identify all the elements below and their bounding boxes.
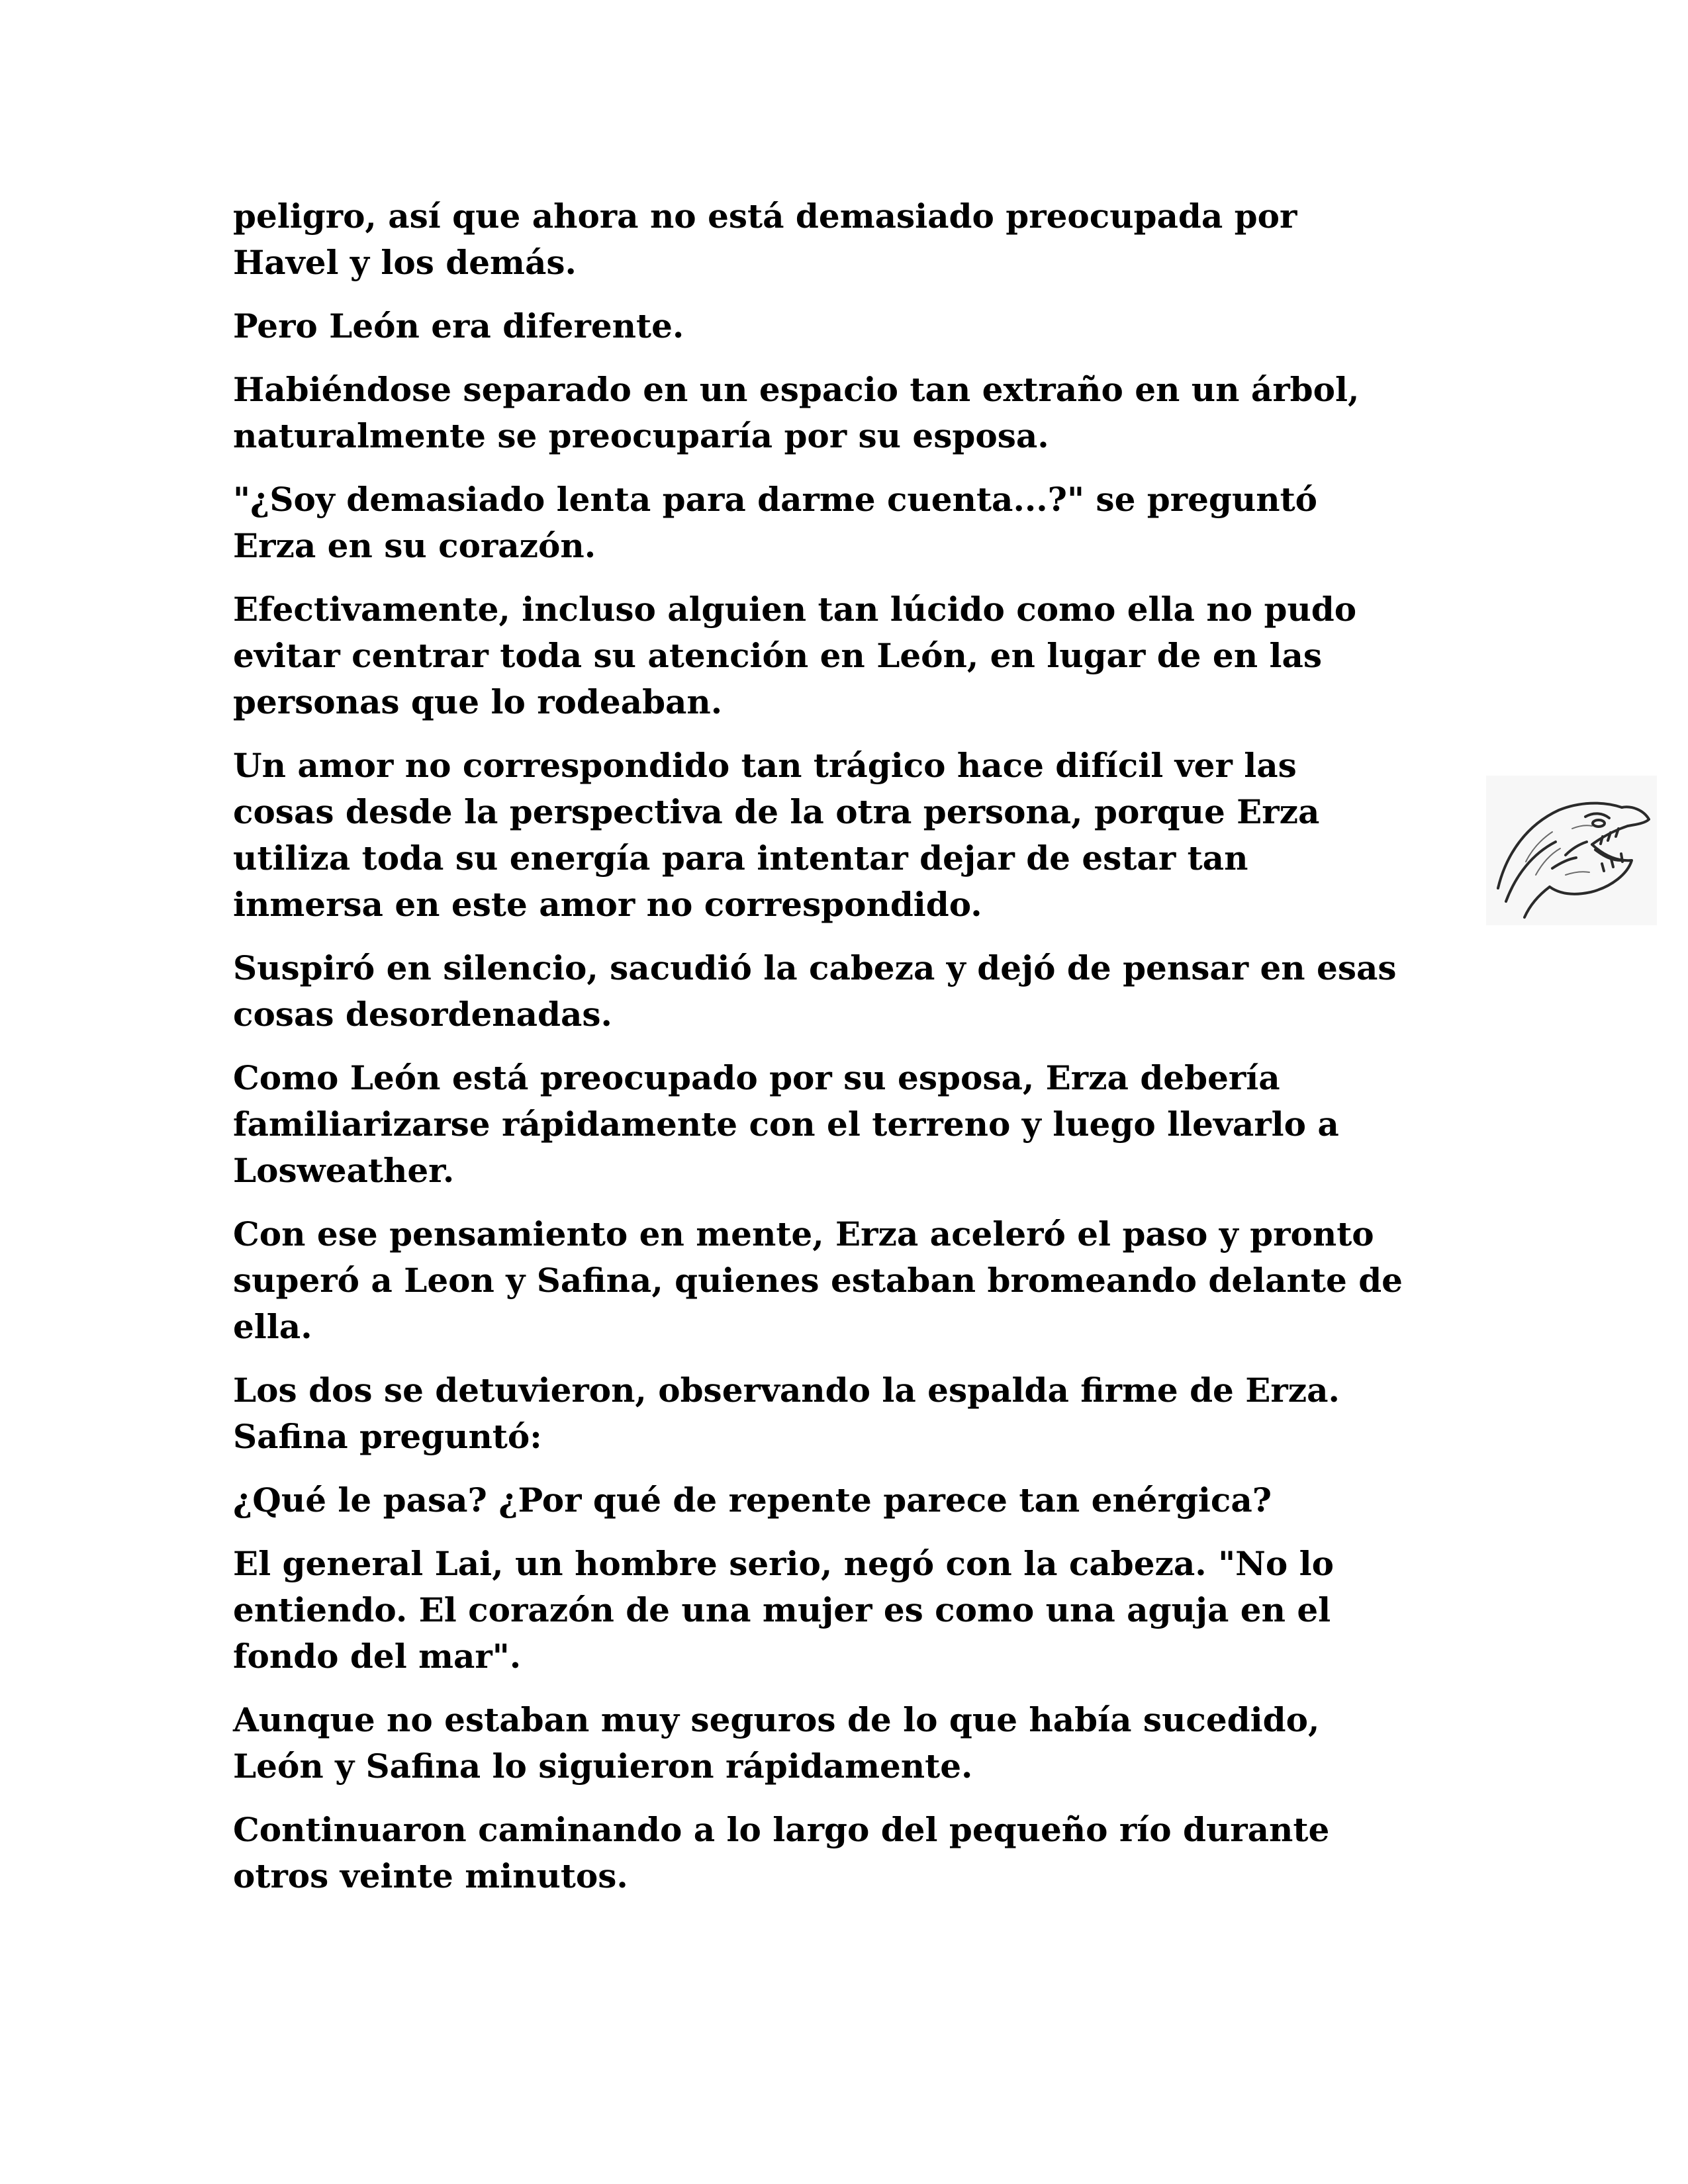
dinosaur-head-icon — [1486, 776, 1657, 925]
paragraph — [233, 193, 1458, 286]
text-line: entiendo. El corazón de una mujer es como una aguja en el — [233, 1590, 1331, 1629]
text-line: fondo del mar". — [233, 1637, 522, 1676]
text-line: "¿Soy demasiado lenta para darme cuenta...?" se preguntó — [233, 480, 1318, 519]
text-line: ella. — [233, 1307, 312, 1346]
text-line: naturalmente se preocuparía por su esposa. — [233, 416, 1049, 455]
paragraph — [233, 1477, 1458, 1524]
text-line: Habiéndose separado en un espacio tan extraño en un árbol, — [233, 370, 1360, 409]
text-line: ¿Qué le pasa? ¿Por qué de repente parece tan enérgica? — [233, 1480, 1272, 1520]
text-line: peligro, así que ahora no está demasiado preocupada por — [233, 197, 1297, 236]
paragraph — [233, 1211, 1458, 1350]
text-line: León y Safina lo siguieron rápidamente. — [233, 1747, 973, 1786]
text-line: Los dos se detuvieron, observando la espalda firme de Erza. — [233, 1371, 1340, 1410]
text-line: otros veinte minutos. — [233, 1856, 628, 1895]
text-line: inmersa en este amor no correspondido. — [233, 885, 982, 924]
paragraph — [233, 743, 1458, 928]
text-line: Losweather. — [233, 1151, 455, 1190]
paragraph — [233, 586, 1458, 725]
text-line: cosas desordenadas. — [233, 995, 612, 1034]
paragraph — [233, 477, 1458, 569]
body-text — [233, 193, 1458, 1917]
text-line: Safina preguntó: — [233, 1417, 542, 1456]
text-line: Un amor no correspondido tan trágico hace difícil ver las — [233, 746, 1297, 785]
paragraph — [233, 945, 1458, 1038]
paragraph — [233, 1055, 1458, 1194]
text-line: cosas desde la perspectiva de la otra persona, porque Erza — [233, 792, 1320, 831]
paragraph — [233, 367, 1458, 459]
text-line: personas que lo rodeaban. — [233, 682, 723, 721]
text-line: Como León está preocupado por su esposa, Erza debería — [233, 1058, 1280, 1097]
text-line: Pero León era diferente. — [233, 306, 684, 345]
text-line: Havel y los demás. — [233, 243, 577, 282]
text-line: Con ese pensamiento en mente, Erza aceleró el paso y pronto — [233, 1214, 1374, 1253]
paragraph — [233, 1367, 1458, 1460]
text-line: superó a Leon y Safina, quienes estaban bromeando delante de — [233, 1261, 1403, 1300]
paragraph — [233, 1697, 1458, 1790]
text-line: Aunque no estaban muy seguros de lo que había sucedido, — [233, 1700, 1320, 1739]
paragraph — [233, 1541, 1458, 1680]
paragraph — [233, 1807, 1458, 1899]
text-line: evitar centrar toda su atención en León, en lugar de en las — [233, 636, 1322, 675]
text-line: familiarizarse rápidamente con el terreno y luego llevarlo a — [233, 1105, 1339, 1144]
text-line: Suspiró en silencio, sacudió la cabeza y dejó de pensar en esas — [233, 948, 1397, 987]
paragraph — [233, 303, 1458, 349]
text-line: El general Lai, un hombre serio, negó con la cabeza. "No lo — [233, 1544, 1334, 1583]
text-line: Erza en su corazón. — [233, 526, 596, 565]
text-line: Efectivamente, incluso alguien tan lúcido como ella no pudo — [233, 590, 1357, 629]
text-line: Continuaron caminando a lo largo del pequeño río durante — [233, 1810, 1330, 1849]
text-line: utiliza toda su energía para intentar dejar de estar tan — [233, 839, 1248, 878]
